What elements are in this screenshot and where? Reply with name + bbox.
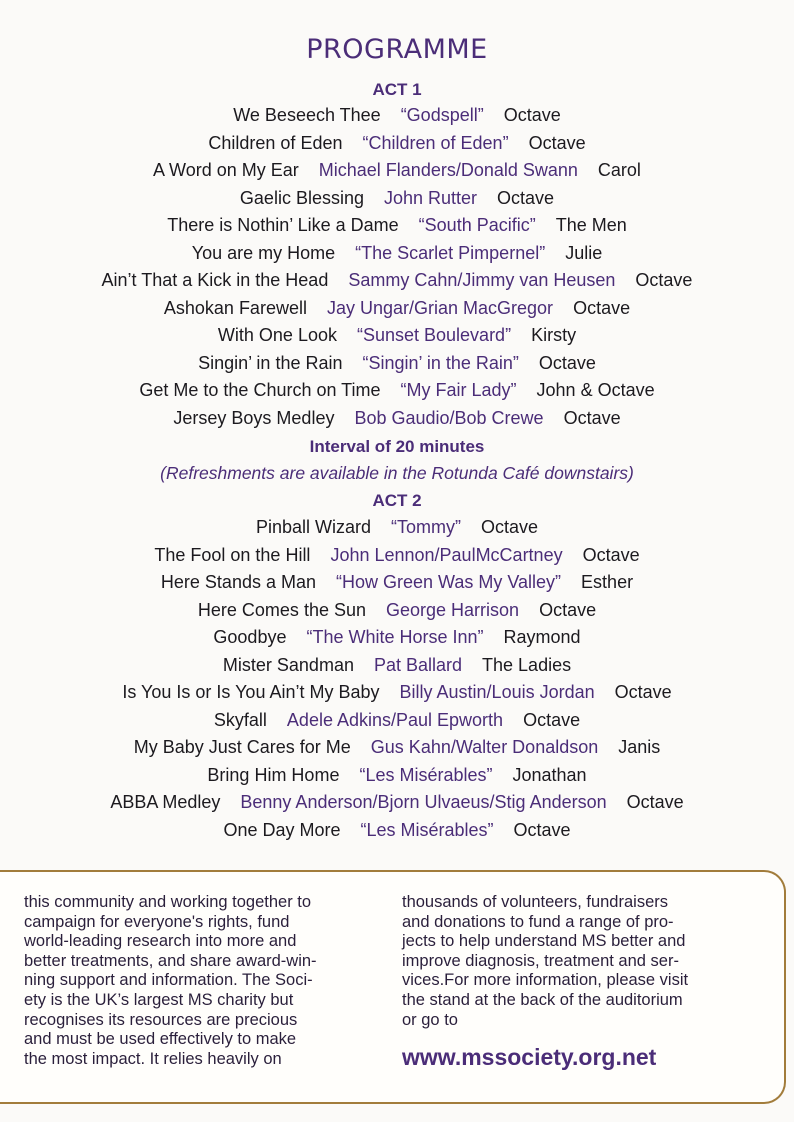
song-source: George Harrison — [386, 599, 520, 620]
charity-text-line: ning support and information. The Soci- — [24, 971, 313, 990]
performer: Raymond — [503, 627, 581, 647]
song-source: “Singin’ in the Rain” — [362, 352, 519, 373]
programme-item — [0, 298, 794, 319]
song-title: There is Nothin’ Like a Dame — [167, 215, 399, 235]
song-source: “Godspell” — [400, 105, 484, 125]
song-title: Here Stands a Man — [160, 572, 316, 592]
song-title: Get Me to the Church on Time — [139, 380, 381, 400]
song-source: “South Pacific” — [418, 215, 536, 235]
charity-text-line: or go to — [402, 1010, 458, 1029]
programme-item — [0, 545, 794, 566]
performer: Octave — [497, 187, 555, 208]
performer: The Men — [555, 215, 627, 235]
programme-item — [0, 572, 794, 593]
song-title: Skyfall — [213, 709, 267, 730]
programme-item — [0, 325, 794, 346]
song-title: Ain’t That a Kick in the Head — [101, 270, 329, 290]
song-source: “My Fair Lady” — [400, 380, 517, 400]
song-source: “Les Misérables” — [359, 764, 493, 785]
charity-text-line: better treatments, and share award-win- — [24, 951, 317, 970]
performer: Octave — [523, 709, 581, 730]
charity-text-line: world-leading research into more and — [24, 932, 297, 951]
programme-item — [0, 765, 794, 786]
programme-item — [0, 600, 794, 621]
programme-item — [0, 270, 794, 291]
charity-text-line: campaign for everyone's rights, fund — [24, 912, 290, 931]
song-title: Ashokan Farewell — [163, 297, 307, 318]
programme-item — [0, 215, 794, 236]
performer: Octave — [635, 270, 693, 290]
song-title: A Word on My Ear — [153, 160, 299, 180]
song-source: “Children of Eden” — [362, 132, 509, 153]
performer: Jonathan — [512, 764, 587, 785]
song-source: Adele Adkins/Paul Epworth — [286, 709, 504, 730]
programme-item — [0, 710, 794, 731]
charity-text-line: and donations to fund a range of pro- — [402, 912, 674, 931]
performer: Octave — [539, 599, 597, 620]
performer: Octave — [528, 132, 586, 153]
song-title: Pinball Wizard — [255, 517, 371, 537]
song-source: “Les Misérables” — [360, 819, 494, 840]
song-title: Bring Him Home — [207, 764, 340, 785]
song-source: “How Green Was My Valley” — [336, 572, 562, 592]
charity-text-line: this community and working together to — [24, 893, 312, 911]
charity-text-column-1 — [24, 893, 369, 1069]
song-source: Michael Flanders/Donald Swann — [318, 160, 578, 180]
charity-text-line: the stand at the back of the auditorium — [402, 990, 683, 1009]
performer: Julie — [565, 242, 603, 263]
charity-text-line: thousands of volunteers, fundraisers — [402, 893, 668, 911]
programme-item — [0, 820, 794, 841]
song-title: One Day More — [223, 819, 341, 840]
song-title: With One Look — [217, 325, 337, 345]
song-source: John Lennon/PaulMcCartney — [330, 544, 563, 565]
performer: John & Octave — [536, 380, 655, 400]
song-title: Gaelic Blessing — [239, 187, 364, 208]
song-title: Goodbye — [213, 627, 287, 647]
interval-note: (Refreshments are available in the Rotunda Café downstairs) — [160, 463, 634, 483]
act-1-heading: ACT 1 — [372, 80, 422, 99]
song-source: Bob Gaudio/Bob Crewe — [354, 407, 544, 428]
performer: Octave — [503, 105, 561, 125]
song-title: Here Comes the Sun — [197, 599, 366, 620]
song-source: Sammy Cahn/Jimmy van Heusen — [348, 270, 616, 290]
performer: Esther — [581, 572, 634, 592]
programme-item — [0, 243, 794, 264]
programme-item — [0, 188, 794, 209]
song-source: “Tommy” — [391, 517, 461, 537]
song-source: “The Scarlet Pimpernel” — [355, 242, 546, 263]
performer: Octave — [563, 407, 621, 428]
song-title: Mister Sandman — [222, 654, 354, 675]
page-title: PROGRAMME — [306, 34, 488, 65]
performer: Octave — [582, 544, 640, 565]
performer: Carol — [597, 160, 641, 180]
performer: Octave — [513, 819, 571, 840]
programme-item — [0, 408, 794, 429]
charity-text-line: vices.For more information, please visit — [402, 971, 689, 990]
song-title: My Baby Just Cares for Me — [133, 737, 351, 757]
song-title: ABBA Medley — [110, 792, 221, 812]
programme-item — [0, 160, 794, 181]
performer: Octave — [481, 517, 539, 537]
song-title: Jersey Boys Medley — [173, 407, 335, 428]
interval-heading: Interval of 20 minutes — [309, 437, 485, 456]
programme-item — [0, 133, 794, 154]
charity-text-column-2 — [402, 893, 762, 1030]
charity-text-line: ety is the UK’s largest MS charity but — [24, 990, 294, 1009]
charity-text-line: jects to help understand MS better and — [402, 932, 686, 951]
song-title: The Fool on the Hill — [154, 544, 311, 565]
song-source: “Sunset Boulevard” — [356, 325, 512, 345]
song-title: Children of Eden — [208, 132, 343, 153]
performer: Octave — [626, 792, 684, 812]
programme-item — [0, 105, 794, 126]
programme-item — [0, 792, 794, 813]
programme-item — [0, 627, 794, 648]
performer: Janis — [618, 737, 661, 757]
charity-website-link[interactable]: www.mssociety.org.net — [402, 1044, 657, 1070]
charity-text-line: improve diagnosis, treatment and ser- — [402, 951, 679, 970]
programme-item — [0, 682, 794, 703]
programme-item — [0, 517, 794, 538]
charity-text-line: recognises its resources are precious — [24, 1010, 298, 1029]
performer: Octave — [538, 352, 596, 373]
song-source: Gus Kahn/Walter Donaldson — [370, 737, 599, 757]
song-source: John Rutter — [383, 187, 478, 208]
song-title: You are my Home — [191, 242, 336, 263]
performer: The Ladies — [482, 654, 572, 675]
performer: Octave — [573, 297, 631, 318]
performer: Octave — [614, 682, 672, 702]
song-source: Jay Ungar/Grian MacGregor — [326, 297, 554, 318]
song-title: We Beseech Thee — [233, 105, 381, 125]
song-source: “The White Horse Inn” — [306, 627, 484, 647]
song-source: Billy Austin/Louis Jordan — [399, 682, 595, 702]
programme-item — [0, 655, 794, 676]
song-source: Pat Ballard — [373, 654, 463, 675]
charity-text-line: and must be used effectively to make — [24, 1030, 297, 1049]
charity-text-line: the most impact. It relies heavily on — [24, 1049, 282, 1068]
programme-item — [0, 353, 794, 374]
song-title: Singin’ in the Rain — [198, 352, 343, 373]
song-title: Is You Is or Is You Ain’t My Baby — [122, 682, 380, 702]
programme-item — [0, 380, 794, 401]
song-source: Benny Anderson/Bjorn Ulvaeus/Stig Anderson — [240, 792, 607, 812]
performer: Kirsty — [531, 325, 577, 345]
act-2-heading: ACT 2 — [372, 491, 422, 510]
programme-item — [0, 737, 794, 758]
